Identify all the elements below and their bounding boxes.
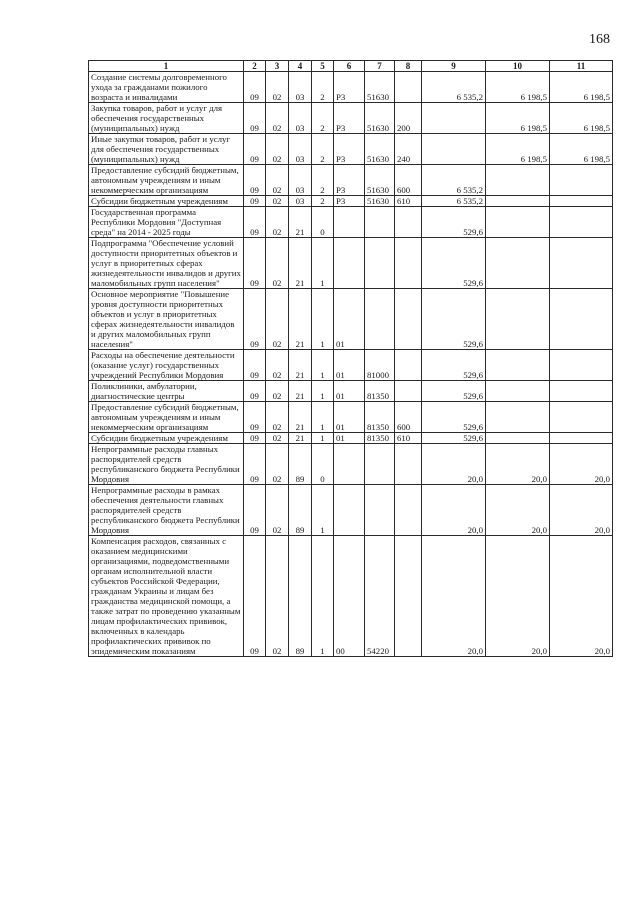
cell-subsection: 03 (289, 165, 312, 196)
cell-amount-col9: 529,6 (422, 238, 486, 289)
cell-amount-col11: 6 198,5 (550, 72, 613, 103)
cell-chapter: 09 (244, 350, 266, 381)
cell-chapter: 09 (244, 165, 266, 196)
cell-chapter: 09 (244, 134, 266, 165)
table-row (89, 289, 613, 350)
cell-subsection: 21 (289, 207, 312, 238)
cell-chapter: 09 (244, 103, 266, 134)
cell-expense-type (395, 289, 422, 350)
header-col-4: 4 (289, 61, 312, 72)
cell-section: 02 (266, 444, 289, 485)
cell-amount-col10 (486, 238, 550, 289)
cell-program: 1 (312, 238, 334, 289)
table-row (89, 103, 613, 134)
cell-subsection: 21 (289, 402, 312, 433)
cell-expense-type: 240 (395, 134, 422, 165)
cell-amount-col9: 529,6 (422, 207, 486, 238)
cell-subprogram: 01 (334, 381, 365, 402)
cell-subsection: 03 (289, 72, 312, 103)
cell-expense-type (395, 238, 422, 289)
cell-subsection: 21 (289, 350, 312, 381)
cell-program: 2 (312, 196, 334, 207)
cell-section: 02 (266, 289, 289, 350)
cell-expense-type (395, 536, 422, 657)
cell-amount-col11 (550, 289, 613, 350)
cell-target-article (365, 485, 395, 536)
cell-amount-col10: 20,0 (486, 485, 550, 536)
cell-target-article (365, 289, 395, 350)
header-col-11: 11 (550, 61, 613, 72)
cell-amount-col11 (550, 238, 613, 289)
table-row (89, 350, 613, 381)
cell-subprogram: Р3 (334, 134, 365, 165)
cell-amount-col11: 6 198,5 (550, 134, 613, 165)
header-col-8: 8 (395, 61, 422, 72)
cell-subprogram: 01 (334, 289, 365, 350)
cell-subsection: 03 (289, 134, 312, 165)
row-name: Подпрограмма "Обеспечение условий доступности приоритетных объектов и услуг в приоритетных сферах жизнедеятельности инвалидов и других маломобильных групп населения" (89, 238, 244, 289)
cell-subprogram (334, 485, 365, 536)
cell-amount-col10 (486, 207, 550, 238)
cell-amount-col11 (550, 165, 613, 196)
table-row (89, 402, 613, 433)
cell-amount-col10 (486, 381, 550, 402)
cell-subsection: 21 (289, 289, 312, 350)
cell-program: 2 (312, 134, 334, 165)
cell-expense-type: 200 (395, 103, 422, 134)
cell-chapter: 09 (244, 536, 266, 657)
cell-subprogram: Р3 (334, 196, 365, 207)
cell-amount-col9 (422, 103, 486, 134)
cell-amount-col11: 6 198,5 (550, 103, 613, 134)
row-name: Непрограммные расходы главных распорядителей средств республиканского бюджета Республики Мордовия (89, 444, 244, 485)
row-name: Иные закупки товаров, работ и услуг для обеспечения государственных (муниципальных) нужд (89, 134, 244, 165)
table-row (89, 72, 613, 103)
cell-chapter: 09 (244, 433, 266, 444)
cell-section: 02 (266, 103, 289, 134)
cell-program: 2 (312, 103, 334, 134)
cell-amount-col9: 20,0 (422, 444, 486, 485)
cell-amount-col9: 529,6 (422, 381, 486, 402)
cell-section: 02 (266, 402, 289, 433)
header-row (89, 61, 613, 72)
cell-section: 02 (266, 485, 289, 536)
cell-amount-col11 (550, 350, 613, 381)
cell-subprogram: 01 (334, 350, 365, 381)
cell-target-article: 81350 (365, 433, 395, 444)
cell-subprogram (334, 444, 365, 485)
row-name: Основное мероприятие "Повышение уровня доступности приоритетных объектов и услуг в приоритетных сферах жизнедеятельности инвалидов и других маломобильных групп населения" (89, 289, 244, 350)
cell-subsection: 21 (289, 238, 312, 289)
cell-amount-col10: 6 198,5 (486, 103, 550, 134)
cell-program: 1 (312, 485, 334, 536)
cell-amount-col10: 20,0 (486, 536, 550, 657)
table-row (89, 381, 613, 402)
cell-program: 0 (312, 207, 334, 238)
table-row (89, 196, 613, 207)
cell-target-article: 54220 (365, 536, 395, 657)
header-col-9: 9 (422, 61, 486, 72)
cell-expense-type: 600 (395, 165, 422, 196)
cell-target-article: 81350 (365, 402, 395, 433)
cell-amount-col10 (486, 196, 550, 207)
cell-chapter: 09 (244, 402, 266, 433)
row-name: Компенсация расходов, связанных с оказанием медицинскими организациями, подведомственными органам исполнительной власти субъектов Российской Федерации, гражданам Украины и лицам без гражданства медицинской помощи, а также затрат по проведению указанным лицам профилактических прививок, включенных в календарь профилактических прививок по эпидемическим показаниям (89, 536, 244, 657)
cell-amount-col10: 6 198,5 (486, 72, 550, 103)
table-row (89, 238, 613, 289)
cell-program: 1 (312, 402, 334, 433)
cell-section: 02 (266, 196, 289, 207)
cell-section: 02 (266, 536, 289, 657)
cell-amount-col10: 6 198,5 (486, 134, 550, 165)
cell-subsection: 21 (289, 433, 312, 444)
cell-expense-type (395, 381, 422, 402)
cell-subprogram: Р3 (334, 72, 365, 103)
cell-section: 02 (266, 350, 289, 381)
cell-amount-col11 (550, 196, 613, 207)
header-col-10: 10 (486, 61, 550, 72)
cell-amount-col10: 20,0 (486, 444, 550, 485)
cell-amount-col9 (422, 134, 486, 165)
cell-amount-col11: 20,0 (550, 485, 613, 536)
cell-section: 02 (266, 72, 289, 103)
header-col-3: 3 (266, 61, 289, 72)
cell-expense-type: 610 (395, 433, 422, 444)
page-number: 168 (589, 32, 610, 47)
header-col-6: 6 (334, 61, 365, 72)
cell-amount-col9: 529,6 (422, 402, 486, 433)
cell-section: 02 (266, 165, 289, 196)
table-row (89, 444, 613, 485)
cell-target-article: 81350 (365, 381, 395, 402)
cell-amount-col9: 20,0 (422, 485, 486, 536)
cell-chapter: 09 (244, 381, 266, 402)
cell-expense-type: 600 (395, 402, 422, 433)
cell-amount-col9: 20,0 (422, 536, 486, 657)
cell-program: 2 (312, 72, 334, 103)
cell-expense-type (395, 444, 422, 485)
cell-target-article (365, 238, 395, 289)
cell-target-article: 51630 (365, 103, 395, 134)
cell-expense-type (395, 207, 422, 238)
cell-target-article (365, 207, 395, 238)
cell-subsection: 89 (289, 485, 312, 536)
cell-amount-col11 (550, 402, 613, 433)
cell-target-article: 81000 (365, 350, 395, 381)
cell-expense-type (395, 350, 422, 381)
cell-program: 1 (312, 381, 334, 402)
cell-chapter: 09 (244, 444, 266, 485)
cell-target-article (365, 444, 395, 485)
cell-section: 02 (266, 134, 289, 165)
cell-subprogram (334, 238, 365, 289)
row-name: Создание системы долговременного ухода за гражданами пожилого возраста и инвалидами (89, 72, 244, 103)
cell-target-article: 51630 (365, 165, 395, 196)
table-row (89, 134, 613, 165)
row-name: Предоставление субсидий бюджетным, автономным учреждениям и иным некоммерческим организациям (89, 402, 244, 433)
cell-amount-col9: 6 535,2 (422, 196, 486, 207)
cell-program: 1 (312, 536, 334, 657)
row-name: Поликлиники, амбулатории, диагностические центры (89, 381, 244, 402)
cell-expense-type: 610 (395, 196, 422, 207)
cell-chapter: 09 (244, 196, 266, 207)
cell-subsection: 21 (289, 381, 312, 402)
cell-amount-col11 (550, 381, 613, 402)
cell-section: 02 (266, 433, 289, 444)
cell-amount-col11 (550, 433, 613, 444)
cell-section: 02 (266, 207, 289, 238)
cell-subprogram: Р3 (334, 165, 365, 196)
cell-chapter: 09 (244, 485, 266, 536)
cell-amount-col11: 20,0 (550, 536, 613, 657)
row-name: Государственная программа Республики Мордовия "Доступная среда" на 2014 - 2025 годы (89, 207, 244, 238)
table-row (89, 536, 613, 657)
table-row (89, 485, 613, 536)
cell-amount-col11: 20,0 (550, 444, 613, 485)
cell-subprogram (334, 207, 365, 238)
table-body (89, 72, 613, 657)
cell-program: 0 (312, 444, 334, 485)
cell-amount-col9: 529,6 (422, 289, 486, 350)
cell-amount-col10 (486, 289, 550, 350)
cell-amount-col10 (486, 165, 550, 196)
cell-chapter: 09 (244, 238, 266, 289)
cell-expense-type (395, 72, 422, 103)
cell-target-article: 51630 (365, 134, 395, 165)
row-name: Предоставление субсидий бюджетным, автономным учреждениям и иным некоммерческим организациям (89, 165, 244, 196)
cell-amount-col9: 6 535,2 (422, 165, 486, 196)
cell-subprogram: 00 (334, 536, 365, 657)
cell-amount-col10 (486, 433, 550, 444)
cell-subsection: 03 (289, 103, 312, 134)
cell-chapter: 09 (244, 289, 266, 350)
cell-subsection: 03 (289, 196, 312, 207)
cell-subprogram: Р3 (334, 103, 365, 134)
table-row (89, 165, 613, 196)
cell-subsection: 89 (289, 536, 312, 657)
header-col-7: 7 (365, 61, 395, 72)
cell-amount-col10 (486, 402, 550, 433)
cell-subsection: 89 (289, 444, 312, 485)
header-col-5: 5 (312, 61, 334, 72)
row-name: Субсидии бюджетным учреждениям (89, 196, 244, 207)
cell-amount-col9: 529,6 (422, 350, 486, 381)
table-row (89, 207, 613, 238)
table-row (89, 433, 613, 444)
header-col-2: 2 (244, 61, 266, 72)
cell-amount-col11 (550, 207, 613, 238)
budget-table (88, 60, 613, 657)
cell-chapter: 09 (244, 72, 266, 103)
cell-chapter: 09 (244, 207, 266, 238)
cell-target-article: 51630 (365, 72, 395, 103)
cell-amount-col9: 529,6 (422, 433, 486, 444)
cell-amount-col9: 6 535,2 (422, 72, 486, 103)
cell-target-article: 51630 (365, 196, 395, 207)
cell-program: 1 (312, 433, 334, 444)
cell-subprogram: 01 (334, 402, 365, 433)
cell-subprogram: 01 (334, 433, 365, 444)
cell-expense-type (395, 485, 422, 536)
cell-amount-col10 (486, 350, 550, 381)
cell-program: 2 (312, 165, 334, 196)
row-name: Закупка товаров, работ и услуг для обеспечения государственных (муниципальных) нужд (89, 103, 244, 134)
row-name: Расходы на обеспечение деятельности (оказание услуг) государственных учреждений Республики Мордовия (89, 350, 244, 381)
cell-section: 02 (266, 381, 289, 402)
cell-program: 1 (312, 350, 334, 381)
row-name: Субсидии бюджетным учреждениям (89, 433, 244, 444)
cell-program: 1 (312, 289, 334, 350)
cell-section: 02 (266, 238, 289, 289)
header-col-1: 1 (89, 61, 244, 72)
row-name: Непрограммные расходы в рамках обеспечения деятельности главных распорядителей средств республиканского бюджета Республики Мордовия (89, 485, 244, 536)
